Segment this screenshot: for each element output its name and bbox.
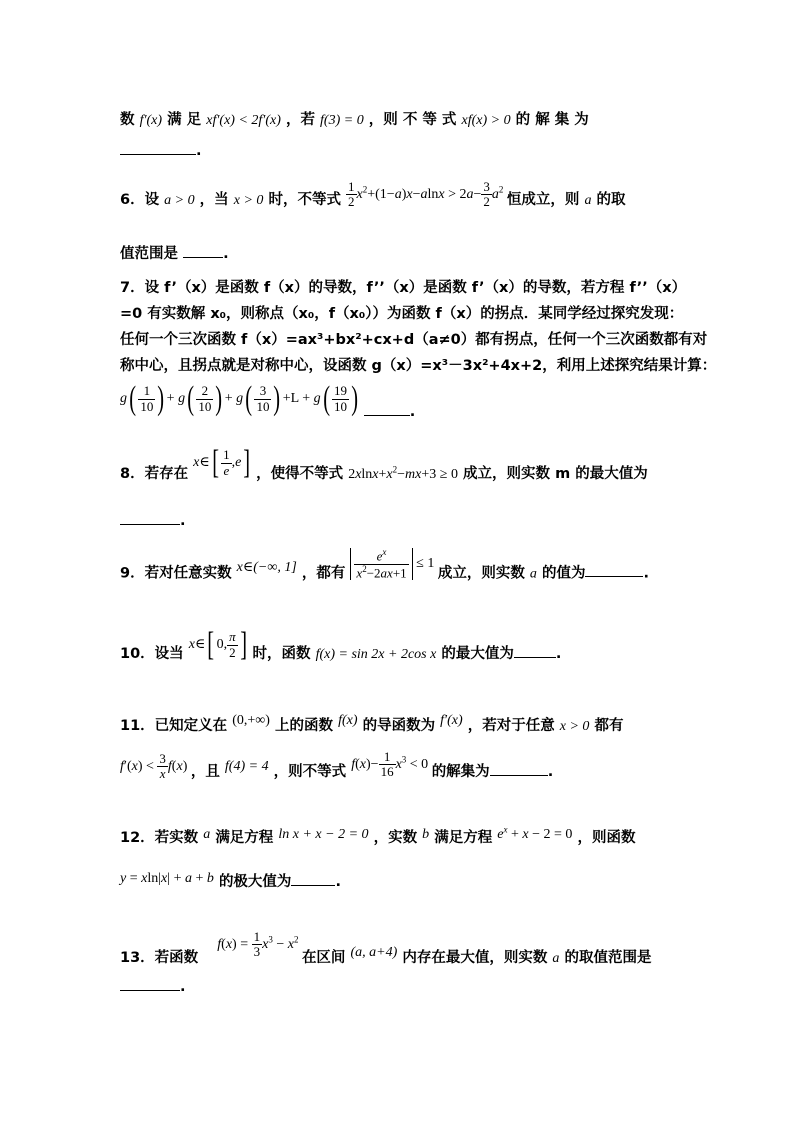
q7-line-1: 7．设 f’（x）是函数 f（x）的导数，f’’（x）是函数 f’（x）的导数，若方程 f’’（x）	[120, 280, 687, 296]
q11-formula-ineq: f(x)− $\frac{1}{16}$ $x^3 < 0$	[351, 749, 432, 780]
q9-formula-domain: x∈(−∞, 1]	[236, 560, 297, 576]
q9-formula-ineq: $\frac{e^x}{x^2-2ax+1}$ ≤ 1	[350, 556, 437, 571]
q5-formula-condition: xf′(x) < 2f′(x)	[206, 113, 281, 128]
q10-number: 10．设当	[120, 646, 184, 663]
q11-line-1: 11．已知定义在 (0,+∞) 上的函数 f(x) 的导函数为 f′(x) ，若对于任意 x > 0 都有	[120, 713, 624, 734]
q8-line-2: .	[120, 512, 186, 529]
answer-blank[interactable]	[120, 512, 180, 525]
q9-number: 9．若对任意实数	[120, 565, 232, 582]
q11-number: 11．已知定义在	[120, 718, 228, 734]
q6-formula-a: a > 0	[164, 193, 195, 209]
q8-number: 8．若存在	[120, 466, 189, 483]
q8-formula-ineq: $2xlnx+x^2-mx+3 \ge 0$	[348, 464, 458, 483]
q13-line-2: .	[120, 978, 186, 995]
q11-formula-f4: f(4) = 4	[224, 759, 269, 775]
q11-line-2: f′(x) < $\frac{3}{x}$ f(x) ，且 f(4) = 4 ，则不等式 f(x)− $\frac{1}{16}$ $x^3 < 0$ 的解集为 .	[120, 749, 554, 782]
q7-line-2: =0 有实数解 x₀，则称点（x₀，f（x₀））为函数 f（x）的拐点．某同学经过探究发现：	[120, 306, 684, 322]
q12-number: 12．若实数	[120, 830, 199, 846]
q10-formula-domain: x∈[ 0, $\frac{\pi}{2}$ ]	[188, 626, 247, 663]
q5-line-1	[120, 108, 589, 129]
answer-blank[interactable]	[490, 763, 548, 776]
q12-formula-eq-a: ln x + x − 2 = 0	[278, 827, 369, 842]
q5-text-c: ，若	[285, 112, 315, 128]
q5-text-e: 的 解 集 为	[515, 112, 589, 128]
q10-formula-func: f(x) = sin 2x + 2cos x	[315, 647, 437, 663]
answer-blank[interactable]	[514, 645, 556, 658]
q6-line-2: 值范围是 .	[120, 246, 229, 262]
answer-blank[interactable]	[291, 873, 335, 886]
q12-line-2: y = xln|x| + a + b 的极大值为 .	[120, 871, 341, 890]
q5-text-a: 数	[120, 112, 135, 128]
q12-line-1: 12．若实数 a 满足方程 ln x + x − 2 = 0 ，实数 b 满足方程 $e^x + x - 2 = 0$ ，则函数	[120, 824, 636, 846]
q5-formula-fprime: f′(x)	[139, 113, 163, 128]
answer-blank[interactable]	[585, 564, 643, 577]
q7-line-3: 任何一个三次函数 f（x）=ax³+bx²+cx+d（a≠0）都有拐点，任何一个三次函数都有对	[120, 332, 708, 348]
q5-text-b: 满 足	[167, 112, 202, 128]
q8-formula-domain: x∈[ $\frac{1}{e}$ ,e]	[193, 444, 251, 481]
q5-formula-f3: f(3) = 0	[320, 113, 364, 128]
answer-blank[interactable]	[364, 403, 410, 416]
q8-line-1: 8．若存在 x∈[ $\frac{1}{e}$ ,e] ，使得不等式 $2xlnx+x^2-mx+3 \ge 0$ 成立，则实数 m 的最大值为	[120, 444, 648, 483]
q13-number: 13．若函数	[120, 950, 199, 967]
q7-formula-sum: g( $\frac{1}{10}$ ) + g( $\frac{2}{10}$ ) + g( $\frac{3}{10}$ ) +L + g( $\frac{19}{10}$ ) .	[120, 380, 416, 421]
q10-line-1: 10．设当 x∈[ 0, $\frac{\pi}{2}$ ] 时，函数 f(x) = sin 2x + 2cos x 的最大值为 .	[120, 626, 562, 663]
answer-blank[interactable]	[183, 245, 223, 258]
q9-line-1: 9．若对任意实数 x∈(−∞, 1] ，都有 $\frac{e^x}{x^2-2ax+1}$ ≤ 1 成立，则实数 a 的值为 .	[120, 547, 649, 582]
q6-formula-x: x > 0	[233, 193, 264, 209]
q5-formula-ineq: xf(x) > 0	[461, 113, 511, 128]
q12-formula-eq-b: $e^x + x - 2 = 0$	[497, 824, 573, 842]
q6-line-1: 6．设 a > 0 ，当 x > 0 时，不等式 $\frac{1}{2}$ $x^2+(1-a)x-alnx > 2a-$ $\frac{3}{2}$ $a^2$ 恒成立，则 a 的取	[120, 179, 626, 210]
q5-line-2: .	[120, 142, 202, 159]
q6-number: 6．设	[120, 192, 160, 209]
q12-formula-func: y = xln|x| + a + b	[120, 871, 214, 886]
q13-line-1: 13．若函数 f(x) = $\frac{1}{3}$ $x^3 - x^2$ 在区间 (a, a+4) 内存在最大值，则实数 a 的取值范围是	[120, 929, 652, 967]
q7-line-4: 称中心，且拐点就是对称中心，设函数 g（x）=x³－3x²+4x+2，利用上述探究结果计算：	[120, 358, 717, 374]
q11-formula-condition: f′(x) < $\frac{3}{x}$ f(x)	[120, 751, 191, 782]
q13-formula-func: f(x) = $\frac{1}{3}$ $x^3 - x^2$	[217, 929, 299, 960]
q6-formula-ineq: $\frac{1}{2}$ $x^2+(1-a)x-alnx > 2a-$ $\frac{3}{2}$ $a^2$	[348, 179, 504, 210]
answer-blank[interactable]	[120, 978, 180, 991]
answer-blank[interactable]	[120, 142, 196, 155]
q11-formula-domain: (0,+∞)	[232, 713, 270, 728]
q13-formula-interval: (a, a+4)	[350, 945, 398, 961]
q5-text-d: ，则 不 等 式	[368, 112, 457, 128]
